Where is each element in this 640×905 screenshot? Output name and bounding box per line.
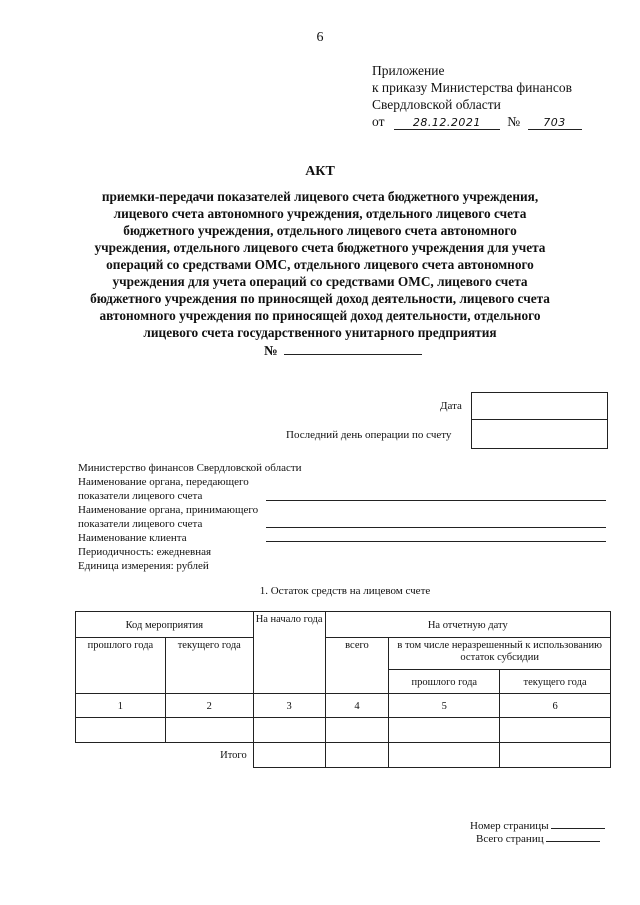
subtitle-line: учреждения для учета операций со средствами ОМС, лицевого счета — [112, 274, 528, 289]
total-cell[interactable] — [325, 743, 389, 768]
subtitle-line: лицевого счета автономного учреждения, отдельного лицевого счета — [113, 206, 527, 221]
subtitle-line: бюджетного учреждения по приносящей доход деятельности, лицевого счета — [90, 291, 550, 306]
header-report-date: На отчетную дату — [325, 612, 610, 638]
total-pages-label: Всего страниц — [476, 833, 544, 845]
date-field[interactable] — [471, 392, 608, 420]
header-prev-year: прошлого года — [76, 638, 166, 694]
total-cell[interactable] — [500, 743, 611, 768]
col-number-3: 3 — [253, 694, 325, 718]
table-cell[interactable] — [165, 718, 253, 743]
total-cell[interactable] — [253, 743, 325, 768]
act-number-label: № — [264, 343, 278, 358]
header-total: всего — [325, 638, 389, 694]
last-day-field[interactable] — [471, 419, 608, 449]
transfer-label-2: показатели лицевого счета — [78, 490, 203, 502]
header-incl-prev-year: прошлого года — [389, 670, 500, 694]
col-number-4: 4 — [325, 694, 389, 718]
page-number-field[interactable] — [551, 818, 605, 829]
subtitle-line: автономного учреждения по приносящей доход деятельности, отдельного — [99, 308, 541, 323]
appendix-line-1: Приложение — [372, 63, 445, 78]
transfer-label-1: Наименование органа, передающего — [78, 476, 249, 488]
header-start-year: На начало года — [253, 612, 325, 694]
subtitle-line: бюджетного учреждения, отдельного лицевого счета автономного — [123, 223, 517, 238]
subtitle-line: операций со средствами ОМС, отдельного лицевого счета автономного — [106, 257, 534, 272]
table-cell[interactable] — [325, 718, 389, 743]
col-number-5: 5 — [389, 694, 500, 718]
act-number-field[interactable] — [284, 342, 422, 355]
subtitle-line: лицевого счета государственного унитарного предприятия — [143, 325, 497, 340]
col-number-1: 1 — [76, 694, 166, 718]
appendix-block — [372, 62, 582, 130]
col-number-6: 6 — [500, 694, 611, 718]
last-day-label: Последний день операции по счету — [286, 429, 452, 441]
transfer-field[interactable] — [266, 500, 606, 501]
subtitle-line: приемки-передачи показателей лицевого счета бюджетного учреждения, — [101, 189, 539, 204]
receive-label-1: Наименование органа, принимающего — [78, 504, 259, 516]
ministry-name: Министерство финансов Свердловской области — [78, 462, 302, 474]
client-field[interactable] — [266, 541, 606, 542]
section-title: 1. Остаток средств на лицевом счете — [259, 585, 431, 597]
table-cell[interactable] — [389, 718, 500, 743]
page-number-label: Номер страницы — [470, 820, 549, 832]
date-prefix: от — [372, 114, 385, 129]
order-number: 703 — [528, 116, 582, 130]
table-cell[interactable] — [253, 718, 325, 743]
receive-field[interactable] — [266, 527, 606, 528]
subtitle-line: учреждения, отдельного лицевого счета бюджетного учреждения для учета — [94, 240, 546, 255]
document-title: АКТ — [305, 164, 335, 179]
appendix-date-line — [372, 113, 582, 130]
receive-label-2: показатели лицевого счета — [78, 518, 203, 530]
header-curr-year: текущего года — [165, 638, 253, 694]
page-number: 6 — [316, 30, 324, 45]
header-incl-subsidy: в том числе неразрешенный к использованию остаток субсидии — [389, 638, 611, 670]
periodicity: Периодичность: ежедневная — [78, 546, 212, 558]
header-incl-curr-year: текущего года — [500, 670, 611, 694]
page-number-line — [470, 818, 605, 832]
unit: Единица измерения: рублей — [78, 560, 209, 572]
table-row — [76, 718, 611, 743]
table-cell[interactable] — [500, 718, 611, 743]
col-number-2: 2 — [165, 694, 253, 718]
total-pages-field[interactable] — [546, 831, 600, 842]
balance-table — [75, 611, 611, 768]
order-date: 28.12.2021 — [394, 116, 500, 130]
header-code: Код мероприятия — [76, 612, 254, 638]
total-row — [76, 743, 611, 768]
table-cell[interactable] — [76, 718, 166, 743]
total-label: Итого — [220, 750, 247, 762]
document-subtitle — [60, 188, 580, 341]
appendix-line-3: Свердловской области — [372, 97, 501, 112]
appendix-line-2: к приказу Министерства финансов — [372, 80, 572, 95]
total-pages-line — [476, 831, 600, 845]
client-label: Наименование клиента — [78, 532, 187, 544]
number-prefix: № — [507, 114, 521, 129]
act-number-line — [264, 342, 422, 359]
date-label: Дата — [440, 400, 462, 412]
total-cell[interactable] — [389, 743, 500, 768]
